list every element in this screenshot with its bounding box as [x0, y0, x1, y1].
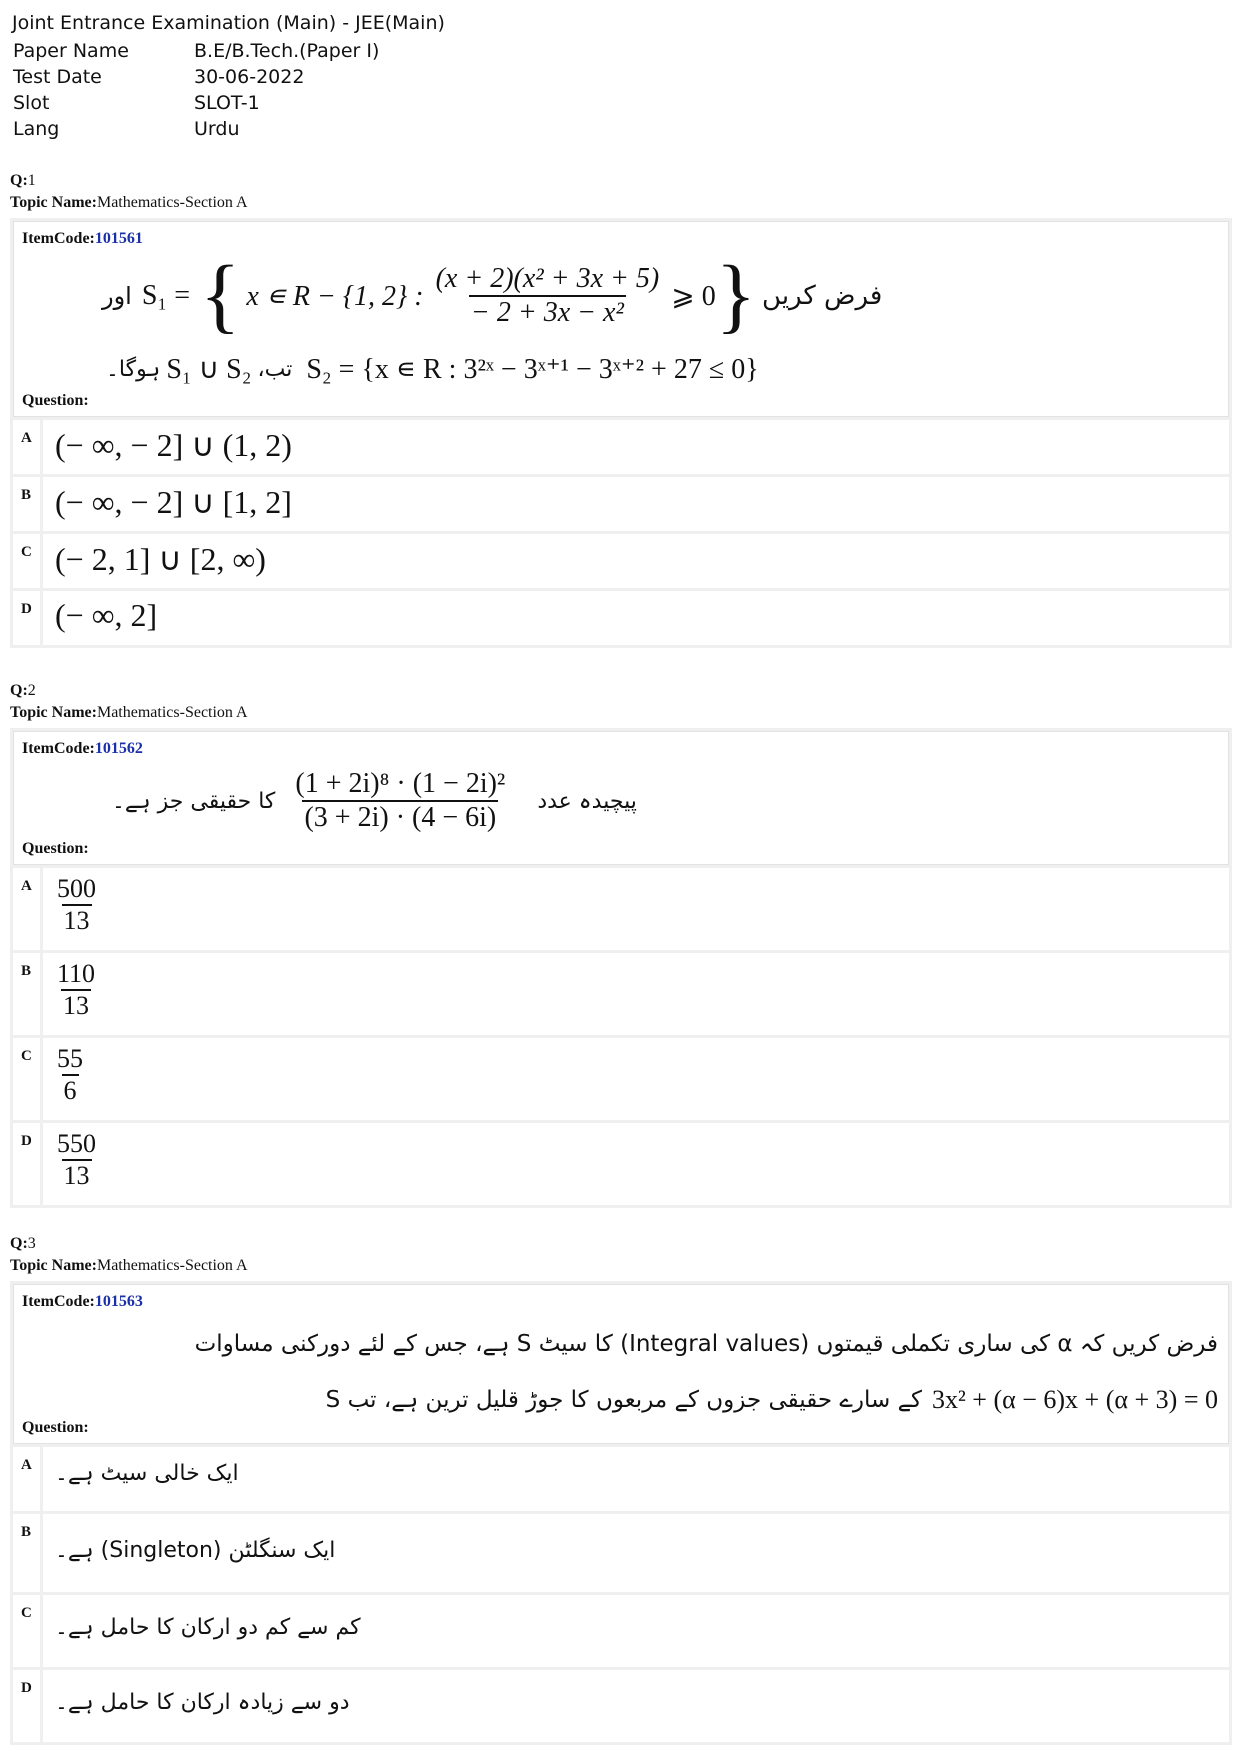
option-a[interactable] — [13, 868, 1229, 950]
meta-row-paper-name — [12, 38, 445, 64]
option-b[interactable] — [13, 1514, 1229, 1592]
option-c[interactable] — [13, 1595, 1229, 1667]
urdu-haqiqi-jaz: کا حقیقی جز ہے۔ — [112, 788, 276, 814]
question-stem — [13, 221, 1229, 417]
question-2-heading — [10, 680, 248, 724]
option-letter: B — [13, 477, 43, 531]
meta-key: Test Date — [13, 66, 102, 88]
option-d[interactable] — [13, 1670, 1229, 1742]
question-3-heading — [10, 1233, 248, 1277]
question-3-box — [10, 1281, 1232, 1745]
question-label: Question: — [22, 1419, 89, 1436]
option-c[interactable] — [13, 534, 1229, 588]
fraction-denominator: 6 — [63, 1076, 77, 1105]
s1-lhs: S₁ = — [141, 280, 190, 311]
inequality-fraction — [434, 263, 662, 329]
option-d[interactable] — [13, 591, 1229, 645]
option-d[interactable] — [13, 1123, 1229, 1205]
quadratic-equation: 3x² + (α − 6)x + (α + 3) = 0 — [932, 1385, 1218, 1414]
option-letter: B — [13, 1514, 43, 1592]
option-c[interactable] — [13, 1038, 1229, 1120]
stem-line-2-text: کے سارے حقیقی جزوں کے مربعوں کا جوڑ قلیل ترین ہے، تب S — [325, 1387, 922, 1413]
complex-fraction — [293, 768, 507, 834]
fraction-numerator: (1 + 2i)⁸ · (1 − 2i)² — [295, 768, 506, 799]
topic-name: Mathematics-Section A — [96, 704, 248, 721]
meta-value: 30-06-2022 — [194, 66, 305, 88]
question-2-box — [10, 728, 1232, 1208]
q-prefix: Q: — [10, 172, 28, 189]
meta-key: Slot — [13, 92, 50, 114]
option-letter: A — [13, 420, 43, 474]
question-stem — [13, 1284, 1229, 1444]
union-expression: S₁ ∪ S₂ — [166, 354, 252, 385]
fraction-denominator: (3 + 2i) · (4 − 6i) — [304, 802, 497, 833]
option-fraction — [55, 959, 97, 1021]
item-code: ItemCode:101561 — [22, 230, 143, 247]
option-text: (− ∞, − 2] ∪ [1, 2] — [55, 484, 292, 520]
option-fraction — [55, 1044, 85, 1106]
option-text: (− 2, 1] ∪ [2, ∞) — [55, 541, 266, 577]
option-b[interactable] — [13, 953, 1229, 1035]
question-number: 1 — [27, 172, 36, 189]
meta-value: Urdu — [194, 118, 240, 140]
option-letter: D — [13, 1670, 43, 1742]
question-number: 2 — [27, 682, 36, 699]
meta-value: B.E/B.Tech.(Paper I) — [194, 40, 380, 62]
q-prefix: Q: — [10, 682, 28, 699]
option-text: ایک خالی سیٹ ہے۔ — [55, 1461, 239, 1486]
option-a[interactable] — [13, 1447, 1229, 1511]
option-letter: D — [13, 1123, 43, 1205]
fraction-numerator: 550 — [57, 1129, 96, 1158]
option-letter: A — [13, 868, 43, 950]
fraction-denominator: 13 — [63, 906, 90, 935]
set-condition: x ∊ R − {1, 2} : — [246, 281, 424, 312]
option-letter: C — [13, 1038, 43, 1120]
s2-definition: S₂ = {x ∊ R : 3²ˣ − 3ˣ⁺¹ − 3ˣ⁺² + 27 ≤ 0} — [306, 354, 759, 385]
option-fraction — [55, 874, 98, 936]
fraction-numerator: 110 — [57, 959, 96, 988]
exam-header — [12, 10, 445, 142]
urdu-aur: اور — [102, 282, 132, 310]
option-text: (− ∞, 2] — [55, 597, 158, 633]
option-text: ایک سنگلٹن (Singleton) ہے۔ — [55, 1538, 336, 1563]
ge-zero: ⩾ 0 — [671, 281, 716, 312]
option-letter: C — [13, 534, 43, 588]
option-letter: B — [13, 953, 43, 1035]
option-a[interactable] — [13, 420, 1229, 474]
fraction-denominator: 13 — [63, 1161, 90, 1190]
question-label: Question: — [22, 392, 89, 409]
fraction-numerator: 500 — [57, 874, 96, 903]
fraction-numerator: 55 — [57, 1044, 83, 1073]
option-letter: A — [13, 1447, 43, 1511]
set-s2-line — [106, 352, 759, 386]
meta-key: Lang — [13, 118, 60, 140]
urdu-hoga: ہوگا۔ — [106, 356, 161, 382]
q-prefix: Q: — [10, 1235, 28, 1252]
option-text: (− ∞, − 2] ∪ (1, 2) — [55, 427, 292, 463]
stem-line-1: فرض کریں کہ α کی ساری تکملی قیمتوں (Integral values) کا سیٹ S ہے، جس کے لئے دورکنی مساوات — [194, 1331, 1218, 1357]
question-1-box — [10, 218, 1232, 648]
topic-name: Mathematics-Section A — [96, 1257, 248, 1274]
topic-name: Mathematics-Section A — [96, 194, 248, 211]
option-b[interactable] — [13, 477, 1229, 531]
option-fraction — [55, 1129, 98, 1191]
option-letter: C — [13, 1595, 43, 1667]
question-1-heading — [10, 170, 248, 214]
fraction-denominator: − 2 + 3x − x² — [470, 297, 624, 328]
urdu-tab: تب، — [257, 356, 293, 382]
question-number: 3 — [27, 1235, 36, 1252]
meta-row-slot — [12, 90, 445, 116]
option-letter: D — [13, 591, 43, 645]
complex-number-statement — [112, 768, 637, 834]
option-text: دو سے زیادہ ارکان کا حامل ہے۔ — [55, 1690, 350, 1715]
topic-prefix: Topic Name: — [10, 1257, 97, 1274]
exam-title: Joint Entrance Examination (Main) - JEE(Main) — [12, 12, 445, 34]
meta-key: Paper Name — [13, 40, 129, 62]
fraction-numerator: (x + 2)(x² + 3x + 5) — [435, 263, 660, 294]
question-stem — [13, 731, 1229, 865]
stem-line-2 — [326, 1385, 1218, 1415]
set-s1-definition: اور S₁ = { x ∊ R − {1, 2} : $\frac{\text{(x + 2)(x² + 3x + 5)}}{\text{− 2 + 3x − x²}}$ ⩾ 0 } فرض کریں — [102, 249, 883, 342]
fraction-denominator: 13 — [63, 991, 90, 1020]
urdu-pechida-adad: پیچیدہ عدد — [537, 788, 637, 814]
item-code: ItemCode:101563 — [22, 1293, 143, 1310]
item-code: ItemCode:101562 — [22, 740, 143, 757]
option-text: کم سے کم دو ارکان کا حامل ہے۔ — [55, 1615, 361, 1640]
meta-value: SLOT-1 — [194, 92, 260, 114]
urdu-farz-karein: فرض کریں — [762, 281, 883, 311]
question-label: Question: — [22, 840, 89, 857]
meta-row-lang — [12, 116, 445, 142]
topic-prefix: Topic Name: — [10, 194, 97, 211]
topic-prefix: Topic Name: — [10, 704, 97, 721]
meta-row-test-date — [12, 64, 445, 90]
